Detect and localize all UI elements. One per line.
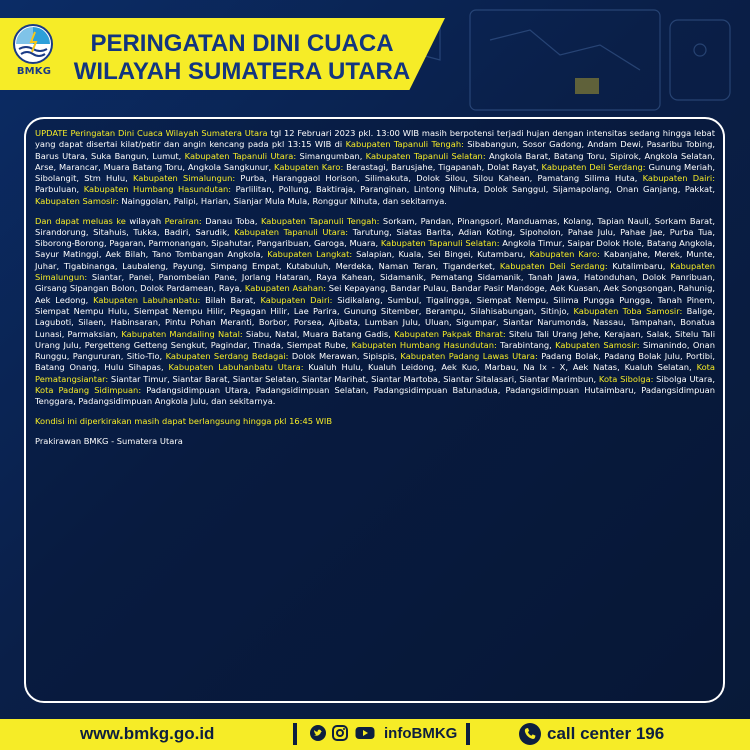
- region-text: Sibabangun, Sosor Gadong, Andam Dewi, Pasaribu Tobing, Barus Utara, Suka Bangun, Lumut,: [35, 139, 716, 161]
- region-heading: Kabupaten Tapanuli Selatan:: [365, 150, 486, 161]
- warning-paragraph-duration: [35, 416, 715, 427]
- region-heading: Kabupaten Simalungun:: [132, 173, 236, 184]
- region-text: Padangsidimpuan Utara, Padangsidimpuan Selatan, Padangsidimpuan Batunadua, Padangsidimpuan Hutaimbaru, Padangsidimpuan Tenggara, Padangsidimpuan Angkola Julu, dan sekitarnya.: [35, 385, 715, 407]
- region-text: Simanindo, Onan Runggu, Pangururan, Sitio-Tio,: [35, 339, 715, 362]
- region-heading: Kabupaten Humbang Hasundutan:: [83, 184, 232, 195]
- region-text: Parlilitan, Pollung, Baktiraja, Paranginan, Lintong Nihuta, Dolok Sanggul, Sijamapolang, Onan Ganjang, Pakkat,: [231, 184, 715, 195]
- warning-text: [35, 128, 715, 456]
- region-heading: Kabupaten Padang Lawas Utara:: [400, 351, 538, 362]
- region-text: Balige, Laguboti, Silaen, Habinsaran, Pintu Pohan Meranti, Borbor, Porsea, Ajibata, Lumban Julu, Uluan, Sigumpar, Siantar Narumonda, Nassau, Tampahan, Bonatua Lunasi, Parmaksian,: [35, 305, 715, 339]
- region-heading: Kabupaten Karo:: [529, 249, 600, 260]
- phone-icon: [519, 723, 541, 745]
- region-heading: Kabupaten Labuhanbatu:: [93, 294, 201, 305]
- title-line-1: PERINGATAN DINI CUACA: [90, 30, 394, 57]
- region-heading: Kabupaten Pakpak Bharat:: [394, 328, 506, 339]
- region-text: Berastagi, Barusjahe, Tigapanah, Dolat Rayat,: [343, 161, 542, 172]
- region-text: Dolok Merawan, Sipispis,: [288, 351, 401, 362]
- region-heading: Kota Pematangsiantar:: [35, 362, 716, 384]
- region-heading: Kondisi ini diperkirakan masih dapat berlangsung hingga pkl 16:45 WIB: [35, 416, 333, 427]
- youtube-icon[interactable]: [355, 725, 375, 741]
- instagram-icon[interactable]: [332, 725, 348, 741]
- region-heading: Kabupaten Toba Samosir:: [573, 305, 683, 316]
- region-text: Salapian, Kuala, Sei Bingei, Kutambaru,: [352, 249, 530, 260]
- region-text: tgl 12 Februari 2023 pkl. 13:00 WIB masih berpotensi terjadi hujan dengan intensitas sedang hingga lebat yang dapat disertai kilat/petir dan angin kencang pada pkl 13:15 WIB di: [35, 128, 715, 150]
- region-text: Siantar, Panei, Panombeian Pane, Jorlang Hataran, Raya Kahean, Sidamanik, Pematang Sidamanik, Tanah Jawa, Hatonduhan, Dolok Panribuan, Girsang Sipangan Bolon, Dolok Pardamean, Raya,: [35, 272, 715, 294]
- region-heading: Kabupaten Labuhanbatu Utara:: [168, 362, 304, 373]
- region-text: Danau Toba,: [201, 215, 261, 226]
- region-heading: Kabupaten Humbang Hasundutan:: [351, 339, 497, 350]
- region-heading: Kabupaten Tapanuli Tengah:: [345, 139, 464, 150]
- region-heading: Kabupaten Mandailing Natal:: [121, 328, 243, 339]
- region-heading: Kabupaten Dairi:: [260, 294, 333, 305]
- background-decoration: [400, 0, 750, 130]
- region-heading: Kabupaten Simalungun:: [35, 260, 715, 283]
- footer-divider: [466, 723, 470, 745]
- region-text: Angkola Timur, Saipar Dolok Hole, Batang Angkola, Sayur Matinggi, Aek Bilah, Tano Tombangan Angkola,: [35, 238, 715, 260]
- region-heading: Kabupaten Serdang Bedagai:: [165, 351, 289, 362]
- region-heading: Kabupaten Langkat:: [267, 249, 353, 260]
- region-text: Sei Kepayang, Bandar Pulau, Bandar Pasir Mandoge, Aek Kuasan, Aek Songsongan, Rahunig, Aek Ledong,: [35, 283, 715, 305]
- region-heading: Kabupaten Samosir:: [555, 339, 640, 350]
- region-heading: Perairan:: [164, 215, 202, 226]
- region-text: Tarutung, Siatas Barita, Adian Koting, Sipoholon, Pahae Julu, Pahae Jae, Purba Tua, Siborong-Borong, Pagaran, Parmonangan, Sipahutar, Pangaribuan, Garoga, Muara,: [35, 226, 715, 249]
- region-heading: Kabupaten Asahan:: [244, 283, 327, 294]
- call-center[interactable]: call center 196: [547, 724, 665, 743]
- warning-paragraph-2: [35, 216, 715, 408]
- region-heading: Kota Padang Sidimpuan:: [35, 385, 142, 396]
- region-heading: Kabupaten Deli Serdang:: [541, 161, 646, 172]
- website-link[interactable]: www.bmkg.go.id: [80, 724, 215, 743]
- region-heading: Kabupaten Tapanuli Selatan:: [380, 238, 500, 249]
- region-heading: UPDATE Peringatan Dini Cuaca Wilayah Sumatera Utara: [35, 128, 268, 138]
- region-text: Siantar Timur, Siantar Barat, Siantar Selatan, Siantar Marihat, Siantar Martoba, Siantar Sitalasari, Siantar Marimbun,: [108, 373, 599, 384]
- region-text: Angkola Barat, Batang Toru, Sipirok, Angkola Selatan, Arse, Marancar, Muara Batang Toru, Angkola Sangkunur,: [35, 150, 715, 172]
- signature: Prakirawan BMKG - Sumatera Utara: [35, 435, 183, 446]
- title-line-2: WILAYAH SUMATERA UTARA: [73, 58, 411, 85]
- page-title: [62, 30, 422, 86]
- region-text: Parbuluan,: [35, 184, 84, 195]
- region-heading: Kabupaten Deli Serdang:: [499, 260, 608, 271]
- region-text: Siabu, Natal, Muara Batang Gadis,: [242, 328, 395, 339]
- region-text: Purba, Haranggaol Horison, Silimakuta, Dolok Silou, Silou Kahean, Pamatang Silima Huta,: [235, 173, 643, 184]
- region-text: Kutalimbaru,: [607, 260, 671, 271]
- region-heading: Kabupaten Dairi:: [642, 173, 715, 184]
- region-heading: Kabupaten Tapanuli Utara:: [184, 150, 297, 161]
- region-text: Tarabintang,: [496, 339, 556, 350]
- twitter-icon[interactable]: [310, 725, 326, 741]
- region-text: Simangumban,: [296, 150, 366, 161]
- region-text: Sorkam, Pandan, Pinangsori, Manduamas, Kolang, Tapian Nauli, Sorkam Barat, Sirandorung, Sitahuis, Tukka, Badiri, Sarudik,: [35, 215, 716, 237]
- region-text: Sitelu Tali Urang Jehe, Kerajaan, Salak, Sitelu Tali Urang Julu, Pergetteng Getteng Sengkut, Pagindar, Tinada, Siempat Rube,: [35, 328, 715, 350]
- region-text: Kualuh Hulu, Kualuh Leidong, Aek Kuo, Marbau, Na Ix - X, Aek Natas, Kualuh Selatan,: [303, 362, 697, 373]
- region-text: Padang Bolak, Padang Bolak Julu, Portibi, Batang Onang, Hulu Sihapas,: [35, 351, 715, 373]
- region-heading: Dan dapat meluas ke: [35, 215, 126, 226]
- footer-divider: [293, 723, 297, 745]
- region-heading: Kota Sibolga:: [598, 373, 654, 384]
- region-heading: Kabupaten Samosir:: [35, 195, 119, 206]
- warning-paragraph-1: [35, 128, 715, 207]
- region-text: Sidikalang, Sumbul, Tigalingga, Siempat Nempu, Silima Pungga Pungga, Tanah Pinem, Siempat Nempu Hulu, Siempat Nempu Hilir, Pegagan Hilir, Lae Parira, Gunung Sitember, Berampu, Silahisabungan, Sitinjo,: [35, 294, 715, 316]
- region-text: Nainggolan, Palipi, Harian, Sianjar Mula Mula, Ronggur Nihuta, dan sekitarnya.: [118, 195, 447, 206]
- region-text: Bilah Barat,: [200, 294, 261, 305]
- logo-label: BMKG: [16, 66, 52, 77]
- region-text: wilayah: [125, 215, 165, 226]
- region-text: Kabanjahe, Merek, Munte, Juhar, Tigabinanga, Laubaleng, Payung, Simpang Empat, Kutabuluh, Merdeka, Naman Teran, Tiganderket,: [35, 249, 716, 271]
- region-heading: Kabupaten Karo:: [274, 161, 344, 172]
- region-heading: Kabupaten Tapanuli Tengah:: [260, 215, 380, 226]
- region-text: Sibolga Utara,: [653, 373, 715, 384]
- region-text: Gunung Meriah, Sibolangit, Stm Hulu,: [35, 161, 716, 184]
- region-heading: Kabupaten Tapanuli Utara:: [234, 226, 349, 237]
- social-handle[interactable]: infoBMKG: [384, 725, 458, 742]
